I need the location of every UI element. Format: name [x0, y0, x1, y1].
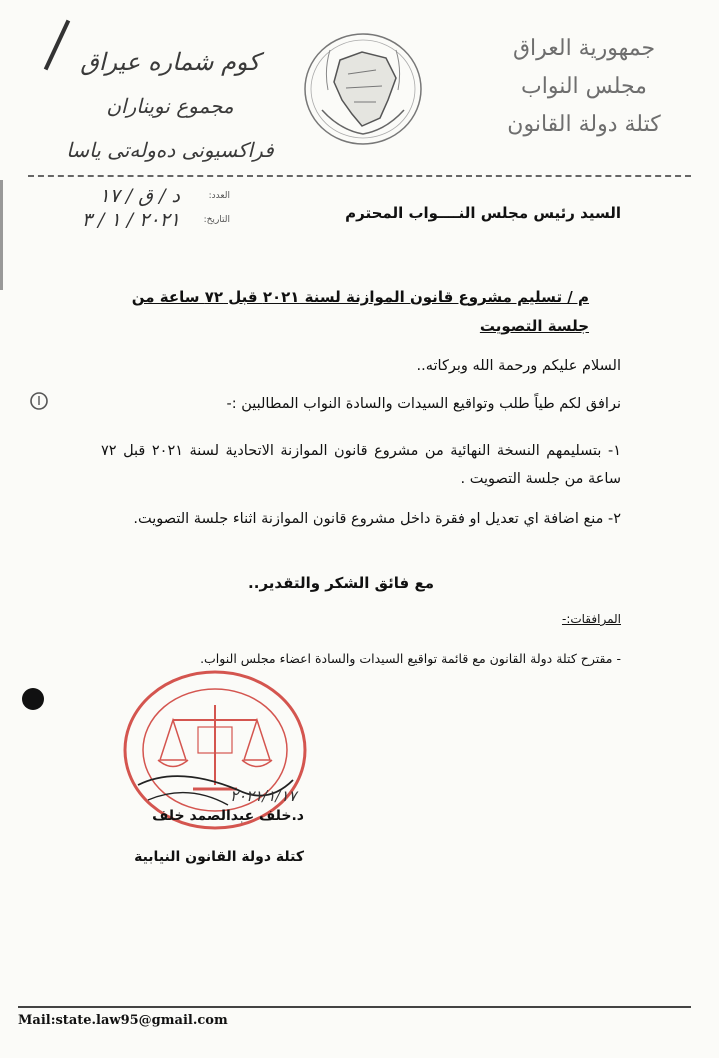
list-item-1: ١- بتسليمهم النسخة النهائية من مشروع قانون الموازنة الاتحادية لسنة ٢٠٢١ قبل ٧٢ ساعة من جلسة التصويت .: [101, 443, 621, 487]
signature-date: ٢٠٢١/١/١٧: [230, 787, 297, 805]
letterhead-right: [489, 30, 679, 144]
scan-edge-mark: [0, 180, 3, 290]
intro-paragraph: نرافق لكم طياً طلب وتواقيع السيدات والسادة النواب المطالبين :-: [226, 396, 621, 412]
subject-line: م / تسليم مشروع قانون الموازنة لسنة ٢٠٢١ قبل ٧٢ ساعة من جلسة التصويت: [131, 288, 589, 335]
iraq-map-emblem-icon: [300, 30, 426, 148]
letterhead-left: [40, 40, 300, 172]
letterhead-right-line-3: كتلة دولة القانون: [507, 112, 661, 137]
handwritten-circle-mark: [28, 390, 50, 412]
letterhead-right-line-2: مجلس النواب: [521, 74, 647, 99]
document-meta: [20, 185, 240, 235]
attachments-label: المرافقات:-: [561, 612, 621, 626]
list-item-2: ٢- منع اضافة اي تعديل او فقرة داخل مشروع قانون الموازنة اثناء جلسة التصويت.: [133, 511, 621, 527]
letterhead-left-line-1: كوم شماره عيراق: [80, 48, 260, 76]
greeting: السلام عليكم ورحمة الله وبركاته..: [416, 358, 621, 374]
letterhead-right-line-1: جمهورية العراق: [512, 36, 656, 61]
punch-hole-dot: [22, 688, 44, 710]
signer-name: د.خلف عبدالصمد خلف: [152, 808, 304, 824]
bloc-name: كتلة دولة القانون النيابية: [134, 849, 304, 865]
footer-email: Mail:state.law95@gmail.com: [18, 1013, 228, 1028]
footer-divider: [18, 1006, 691, 1008]
date-value: ٢٠٢١ / ١ / ٣: [81, 209, 180, 231]
addressee: السيد رئيس مجلس النــــواب المحترم: [345, 204, 621, 222]
letterhead-left-line-3: فراكسيونى دەولەتى ياسا: [66, 138, 274, 162]
date-label: التاريخ:: [203, 215, 230, 225]
number-label: العدد:: [208, 191, 230, 201]
number-value: د / ق / ١٧: [99, 185, 180, 207]
attachment-item: - مقترح كتلة دولة القانون مع قائمة تواقيع السيدات والسادة اعضاء مجلس النواب.: [200, 651, 621, 666]
letterhead-left-line-2: مجموع نويناران: [106, 94, 234, 118]
closing-line: مع فائق الشكر والتقدير..: [248, 574, 434, 592]
header-divider: [28, 175, 691, 177]
